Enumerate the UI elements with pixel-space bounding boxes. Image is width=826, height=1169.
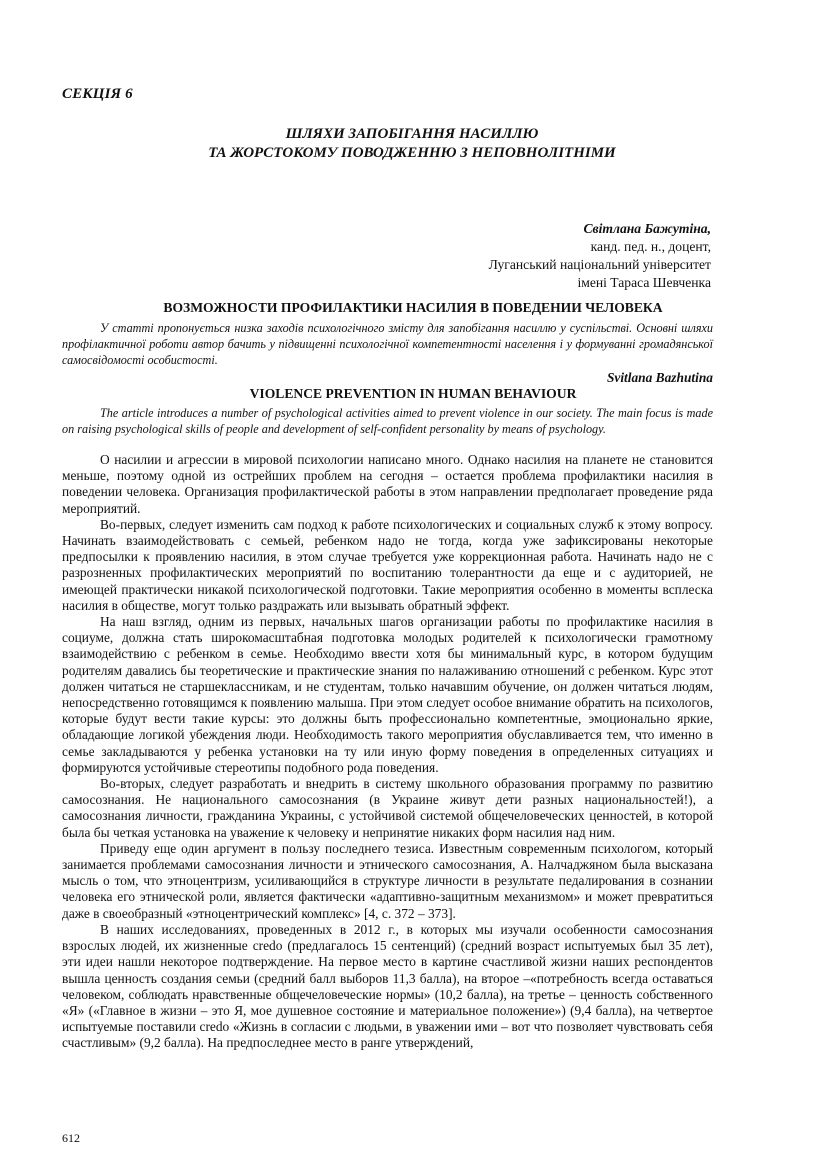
article-title-ru: ВОЗМОЖНОСТИ ПРОФИЛАКТИКИ НАСИЛИЯ В ПОВЕДЕНИИ ЧЕЛОВЕКА <box>163 300 663 315</box>
article-body <box>62 452 713 1052</box>
author-affiliation-line: Луганський національний університет <box>488 257 711 272</box>
body-paragraph: Во-вторых, следует разработать и внедрить в систему школьного образования программу по развитию самосознания. Не национального самосознания (в Украине живут дети разных национальностей!), а самосознания личности, гражданина Украины, с устойчивой системой общечеловеческих ценностей, в которой была бы четкая установка на уважение к человеку и непринятие никаких форм насилия над ним. <box>62 776 713 840</box>
author-name-en: Svitlana Bazhutina <box>606 370 713 385</box>
author-affiliation-line: імені Тараса Шевченка <box>577 275 711 290</box>
author-name: Світлана Бажутіна, <box>583 221 711 236</box>
body-paragraph: Во-первых, следует изменить сам подход к работе психологических и социальных служб к этому вопросу. Начинать взаимодействовать с семьей, ребенком надо не тогда, когда уже зафиксированы некоторые предпосылки к проявлению насилия, в этом случае требуется уже коррекционная работа. Начинать надо не с разрозненных профилактических мероприятий по воспитанию толерантности да еще и с аудиторией, не имеющей практически никакой психологической подготовки. Такие мероприятия особенно в моменты всплеска насилия в обществе, могут только раздражать или вызывать обратный эффект. <box>62 516 713 613</box>
body-paragraph: На наш взгляд, одним из первых, начальных шагов организации работы по профилактике насилия в социуме, должна стать широкомасштабная подготовка молодых родителей к психологически грамотному взаимодействию с ребенком в семье. Необходимо ввести хотя бы минимальный курс, в котором будущим родителям давались бы теоретические и практические знания по налаживанию отношений с ребенком. Курс этот должен читаться не старшеклассникам, и не студентам, только начавшим обучение, он должен читаться людям, непосредственно готовящимся к появлению малыша. При этом следует особое внимание обратить на психологов, которые будут вести такие курсы: это должны быть профессионально компетентные, эмоционально яркие, обладающие логикой убеждения люди. Необходимость такого мероприятия обуславливается тем, что именно в семье закладываются у ребенка установки на ту или иную форму поведения в определенных ситуациях и формируются устойчивые стереотипы подобного рода поведения. <box>62 614 713 775</box>
page-number: 612 <box>62 1131 80 1145</box>
body-paragraph: В наших исследованиях, проведенных в 2012 г., в которых мы изучали особенности самосознания взрослых людей, их жизненные credo (предлагалось 15 сентенций) (средний возраст испытуемых был 35 лет), эти идеи нашли некоторое подтверждение. На первое место в картине счастливой жизни наших респондентов вышла ценность создания семьи (средний балл выборов 11,3 балла), на второе –«потребность всегда оставаться человеком, соблюдать нравственные общечеловеческие нормы» (10,2 балла), на третье – ценность собственного «Я» («Главное в жизни – это Я, мое душевное состояние и материальное положение») (9,4 балла), на четвертое испытуемые поставили credo «Жизнь в согласии с людьми, в уважении ими – вот что позволяет чувствовать себя счастливым» (9,2 балла). На предпоследнее место в ранге утверждений, <box>62 921 713 1051</box>
section-heading: СЕКЦІЯ 6 <box>62 86 133 102</box>
section-title <box>62 125 762 163</box>
author-block <box>489 220 711 292</box>
author-affiliation-line: канд. пед. н., доцент, <box>590 239 711 254</box>
abstract-en: The article introduces a number of psychological activities aimed to prevent violence in our society. The main focus is made on raising psychological skills of people and development of self-confident personality by means of psychology. <box>62 406 713 436</box>
abstract-uk: У статті пропонується низка заходів психологічного змісту для запобігання насиллю у суспільстві. Основні шляхи профілактичної роботи автор бачить у підвищенні психологічної компетентності населення і у формуванні громадянської самосвідомості особистості. <box>62 321 713 367</box>
body-paragraph: Приведу еще один аргумент в пользу последнего тезиса. Известным современным психологом, который занимается проблемами самосознания личности и этнического самосознания, А. Налчаджяном была высказана мысль о том, что этноцентризм, усиливающийся в структуре личности в результате педалирования в сознании человека его этнической роли, является фактически «адаптивно-защитным механизмом» и может превратиться даже в своеобразный «этноцентрический комплекс» [4, с. 372 – 373]. <box>62 840 713 921</box>
section-title-line: ШЛЯХИ ЗАПОБІГАННЯ НАСИЛЛЮ <box>285 126 539 142</box>
article-title-en: VIOLENCE PREVENTION IN HUMAN BEHAVIOUR <box>249 386 577 401</box>
section-title-line: ТА ЖОРСТОКОМУ ПОВОДЖЕННЮ З НЕПОВНОЛІТНІМИ <box>208 145 616 161</box>
body-paragraph: О насилии и агрессии в мировой психологии написано много. Однако насилия на планете не становится меньше, поэтому одной из острейших проблем на сегодня – остается проблема профилактики насилия в поведении человека. Организация профилактической работы в этом направлении предполагает проведение ряда мероприятий. <box>62 452 713 516</box>
